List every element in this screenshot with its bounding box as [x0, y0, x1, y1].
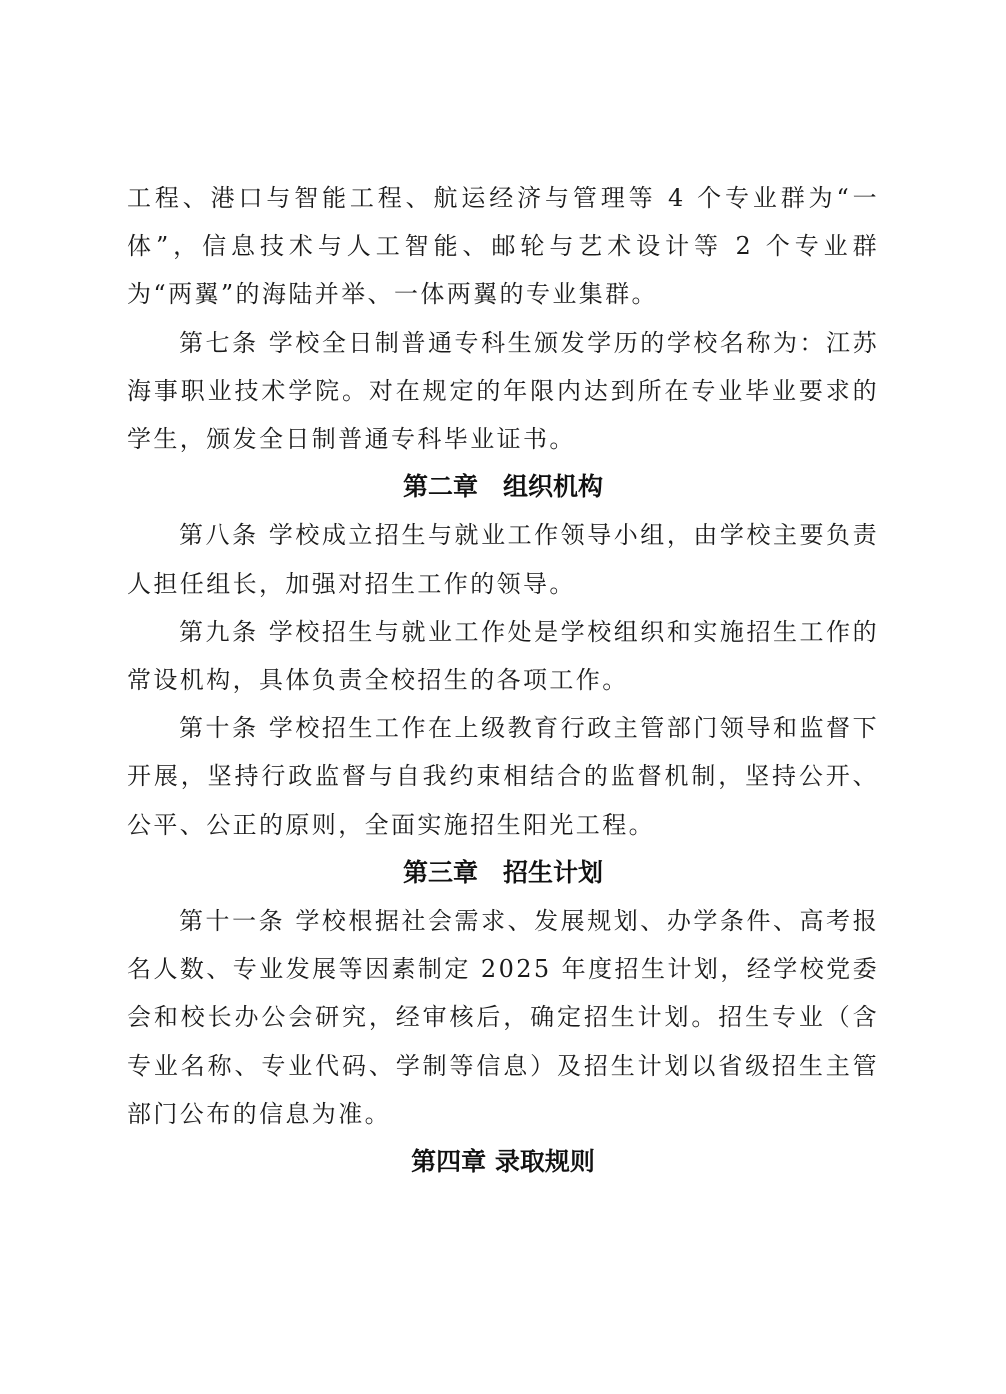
article-11: 第十一条 学校根据社会需求、发展规划、办学条件、高考报名人数、专业发展等因素制定 2025 年度招生计划，经学校党委会和校长办公会研究，经审核后，确定招生计划。招生专业（含专业名称、专业代码、学制等信息）及招生计划以省级招生主管部门公布的信息为准。 — [127, 907, 879, 1128]
article-9: 第九条 学校招生与就业工作处是学校组织和实施招生工作的常设机构，具体负责全校招生的各项工作。 — [127, 617, 879, 695]
chapter-4-heading: 第四章 录取规则 — [411, 1147, 595, 1177]
chapter-3-heading: 第三章 招生计划 — [402, 857, 603, 887]
chapter-2-heading: 第二章 组织机构 — [402, 472, 603, 502]
article-8: 第八条 学校成立招生与就业工作领导小组，由学校主要负责人担任组长，加强对招生工作的领导。 — [127, 521, 879, 598]
article-10: 第十条 学校招生工作在上级教育行政主管部门领导和监督下开展，坚持行政监督与自我约束相结合的监督机制，坚持公开、公平、公正的原则，全面实施招生阳光工程。 — [127, 714, 879, 839]
paragraph-continuation: 工程、港口与智能工程、航运经济与管理等 4 个专业群为“一体”，信息技术与人工智能、邮轮与艺术设计等 2 个专业群为“两翼”的海陆并举、一体两翼的专业集群。 — [127, 184, 879, 309]
article-7: 第七条 学校全日制普通专科生颁发学历的学校名称为：江苏海事职业技术学院。对在规定的年限内达到所在专业毕业要求的学生，颁发全日制普通专科毕业证书。 — [127, 328, 879, 454]
document-page — [127, 174, 879, 1186]
